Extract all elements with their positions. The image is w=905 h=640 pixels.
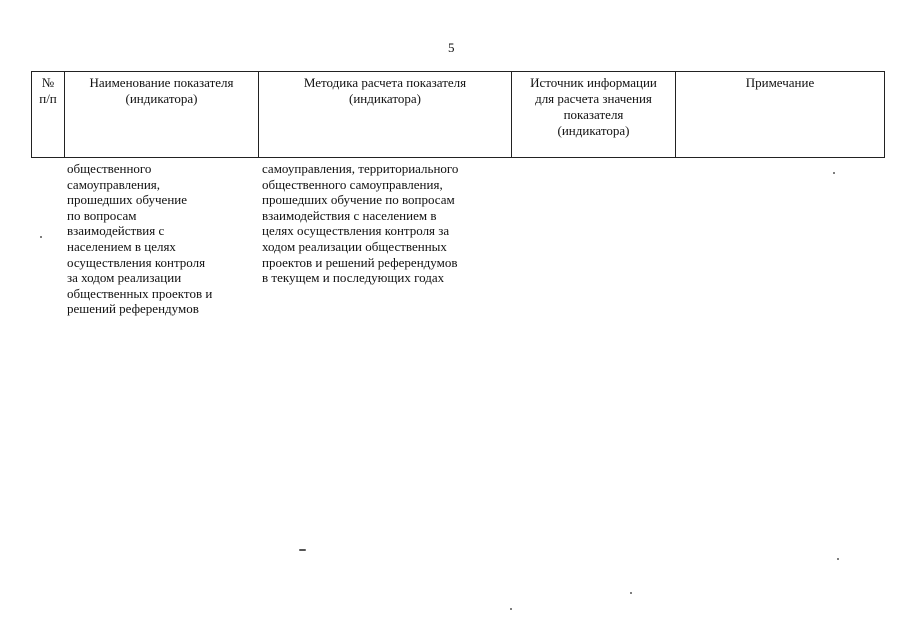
header-indicator-name: Наименование показателя (индикатора): [65, 72, 259, 157]
header-calculation-method: Методика расчета показателя (индикатора): [259, 72, 512, 157]
scan-speck: [833, 172, 835, 174]
header-note: Примечание: [745, 75, 815, 90]
scan-speck: [510, 608, 512, 610]
scan-speck: [630, 592, 632, 594]
indicator-table-header: [31, 71, 885, 158]
scan-speck: [40, 236, 42, 238]
cell-calculation-method: самоуправления, территориального общественного самоуправления, прошедших обучение по вопросам взаимодействия с населением в целях осуществления контроля за ходом реализации общественных проектов и решений референдумов в текущем и последующих годах: [262, 161, 459, 286]
header-row-number: № п/п: [32, 72, 65, 157]
scan-speck: [299, 549, 306, 551]
scan-speck: [837, 558, 839, 560]
page-number: 5: [448, 40, 455, 55]
cell-indicator-name: общественного самоуправления, прошедших обучение по вопросам взаимодействия с населением в целях осуществления контроля за ходом реализации общественных проектов и решений референдумов: [67, 161, 213, 317]
header-information-source: Источник информации для расчета значения показателя (индикатора): [512, 72, 676, 157]
